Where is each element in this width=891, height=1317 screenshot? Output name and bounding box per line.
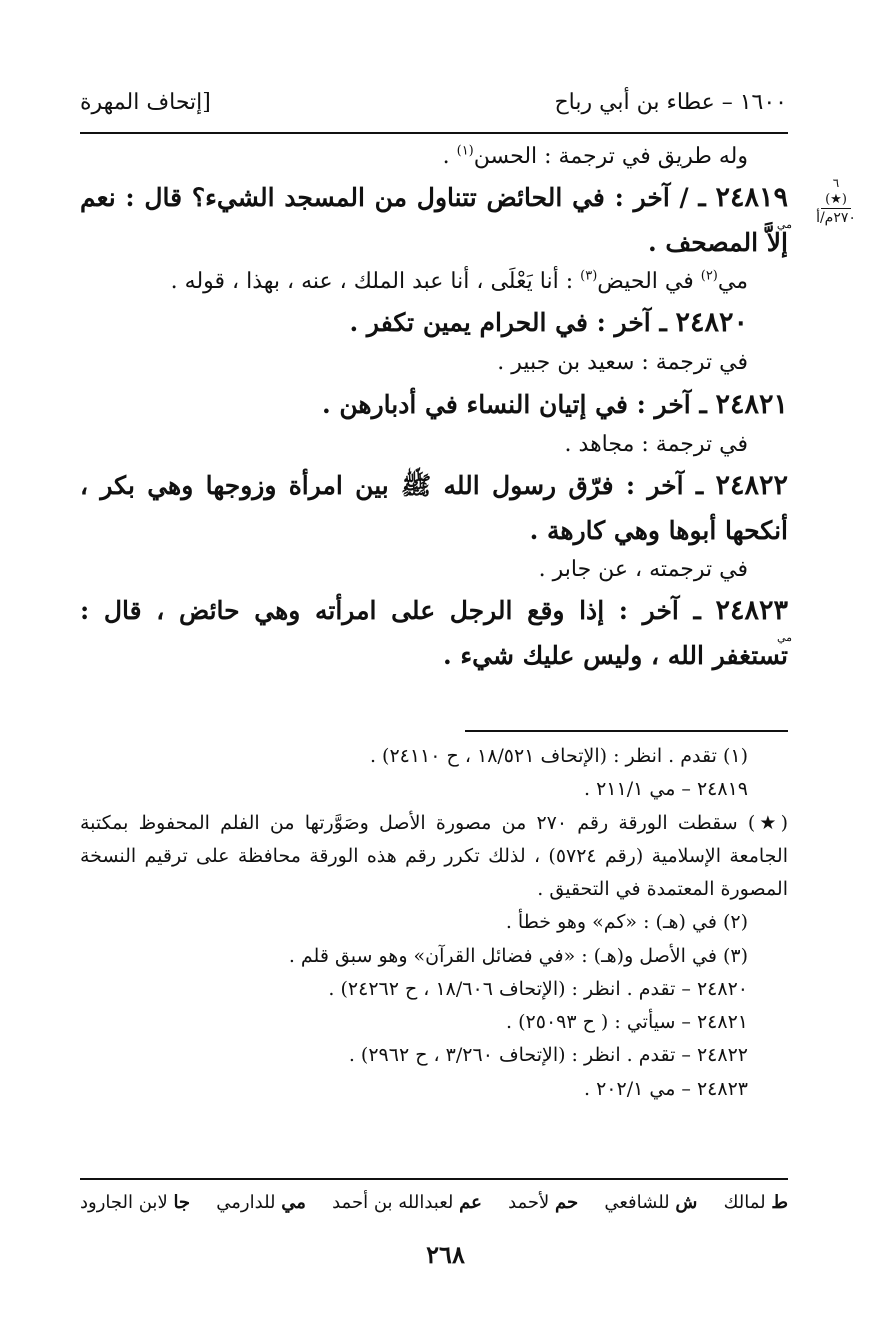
footnote-24821: ٢٤٨٢١ – سيأتي : ( ح ٢٥٠٩٣) . [506, 1011, 748, 1033]
header-section-title: ١٦٠٠ – عطاء بن أبي رباح [554, 89, 787, 115]
entry-number-24819: ٢٤٨١٩ [715, 182, 788, 214]
text-hasan: وله طريق في ترجمة : الحسن [473, 144, 748, 169]
sigla-code: عم [459, 1192, 482, 1213]
footnote-24822: ٢٤٨٢٢ – تقدم . انظر : (الإتحاف ٣/٢٦٠ ، ح ٢٩٦٢) . [348, 1044, 748, 1067]
sigla-label: للشافعي [604, 1192, 676, 1213]
text-period: . [442, 144, 457, 169]
entry-text-24820: ـ آخر : في الحرام يمين تكفر . [349, 308, 676, 338]
sigla-item [604, 1192, 697, 1213]
sigla-code: مي [281, 1192, 306, 1213]
footnote-separator [465, 730, 788, 732]
footnote-ref-2: (٢) [700, 268, 718, 284]
footnote-3: (٣) في الأصل و(هـ) : «في فضائل القرآن» وهو سبق قلم . [288, 944, 748, 967]
sigla-item [216, 1192, 306, 1213]
sigla-label: للدارمي [216, 1192, 282, 1213]
entry-text-24819: ـ / آخر : في الحائض تتناول من المسجد الشيء؟ قال : نعم إلاَّ المصحف . [80, 183, 788, 258]
header-rule [80, 132, 788, 134]
running-header [80, 82, 787, 122]
sigla-legend [80, 1192, 788, 1213]
entry-text-24822: ـ آخر : فرّق رسول الله ﷺ بين امرأة وزوجها وهي بكر ، أنكحها أبوها وهي كارهة . [80, 470, 788, 546]
entry-24819 [80, 174, 792, 265]
sigla-item [508, 1192, 578, 1213]
sigla-code: جا [173, 1192, 191, 1213]
margin-folio-fraction: ٢٧٠م/أ [816, 210, 856, 227]
entry-number-24821: ٢٤٨٢١ [715, 388, 788, 420]
sigla-label: لعبدالله بن أحمد [332, 1192, 460, 1213]
footnote-ref-1: (١) [456, 143, 474, 159]
text-isnad: : أنا يَعْلَى ، أنا عبد الملك ، عنه ، بهذا ، قوله . [170, 269, 581, 295]
page-number: ٢٦٨ [426, 1240, 465, 1269]
entry-text-24821: ـ آخر : في إتيان النساء في أدبارهن . [321, 389, 716, 419]
sigla-code: حم [555, 1192, 579, 1213]
entry-24823 [80, 587, 792, 678]
sigla-rule [80, 1178, 788, 1180]
footnote-star: (★) سقطت الورقة رقم ٢٧٠ من مصورة الأصل وصَوَّرتها من الفلم المحفوظ بمكتبة الجامعة الإسلامية (رقم ٥٧٢٤) ، لذلك تكرر رقم هذه الورقة محافظة على ترقيم النسخة المصورة المعتمدة في التحقيق . [80, 811, 789, 900]
entry-number-24823: ٢٤٨٢٣ [715, 594, 788, 626]
entry-source-tag: مي [776, 218, 792, 232]
footnote-24819: ٢٤٨١٩ – مي ٢١١/١ . [584, 778, 748, 801]
entry-24820 [80, 299, 788, 346]
sigla-label: لمالك [723, 1192, 772, 1213]
entry-text-24823: ـ آخر : إذا وقع الرجل على امرأته وهي حائض ، قال : تستغفر الله ، وليس عليك شيء . [80, 595, 788, 671]
entry-24821 [80, 381, 788, 428]
translation-ref-3: في ترجمته ، عن جابر . [538, 556, 748, 582]
header-book-title: [إتحاف المهرة [80, 89, 211, 115]
footnote-ref-3: (٣) [580, 268, 598, 284]
sigla-code: ش [675, 1192, 698, 1213]
sigla-item [80, 1192, 190, 1213]
entry-number-24820: ٢٤٨٢٠ [675, 307, 748, 339]
text-line-mi [80, 265, 788, 299]
main-text [80, 140, 792, 678]
translation-ref-2: في ترجمة : مجاهد . [564, 431, 748, 457]
margin-folio-note [806, 176, 866, 228]
footnote-24823: ٢٤٨٢٣ – مي ٢٠٢/١ . [584, 1077, 748, 1100]
entry-24822 [80, 462, 788, 553]
sigla-label: لابن الجارود [80, 1192, 174, 1213]
sigla-code: ط [771, 1192, 788, 1213]
sigla-item [332, 1192, 482, 1213]
text-line-hasan [80, 140, 788, 174]
margin-marker: (★) [821, 192, 851, 210]
entry-source-tag: مي [776, 630, 792, 644]
sigla-item [724, 1192, 788, 1213]
translation-ref-1: في ترجمة : سعيد بن جبير . [497, 350, 748, 376]
entry-number-24822: ٢٤٨٢٢ [715, 469, 788, 501]
sigla-label: لأحمد [508, 1192, 556, 1213]
text-hayd: في الحيض [597, 269, 701, 295]
footnote-2: (٢) في (هـ) : «كم» وهو خطأ . [505, 911, 748, 934]
margin-top-number: ٦ [832, 176, 840, 190]
footnotes [80, 740, 788, 1106]
footnote-24820: ٢٤٨٢٠ – تقدم . انظر : (الإتحاف ١٨/٦٠٦ ، ح ٢٤٢٦٢) . [328, 977, 748, 1000]
text-mi: مي [717, 269, 748, 295]
footnote-1: (١) تقدم . انظر : (الإتحاف ١٨/٥٢١ ، ح ٢٤١١٠) . [369, 745, 748, 767]
